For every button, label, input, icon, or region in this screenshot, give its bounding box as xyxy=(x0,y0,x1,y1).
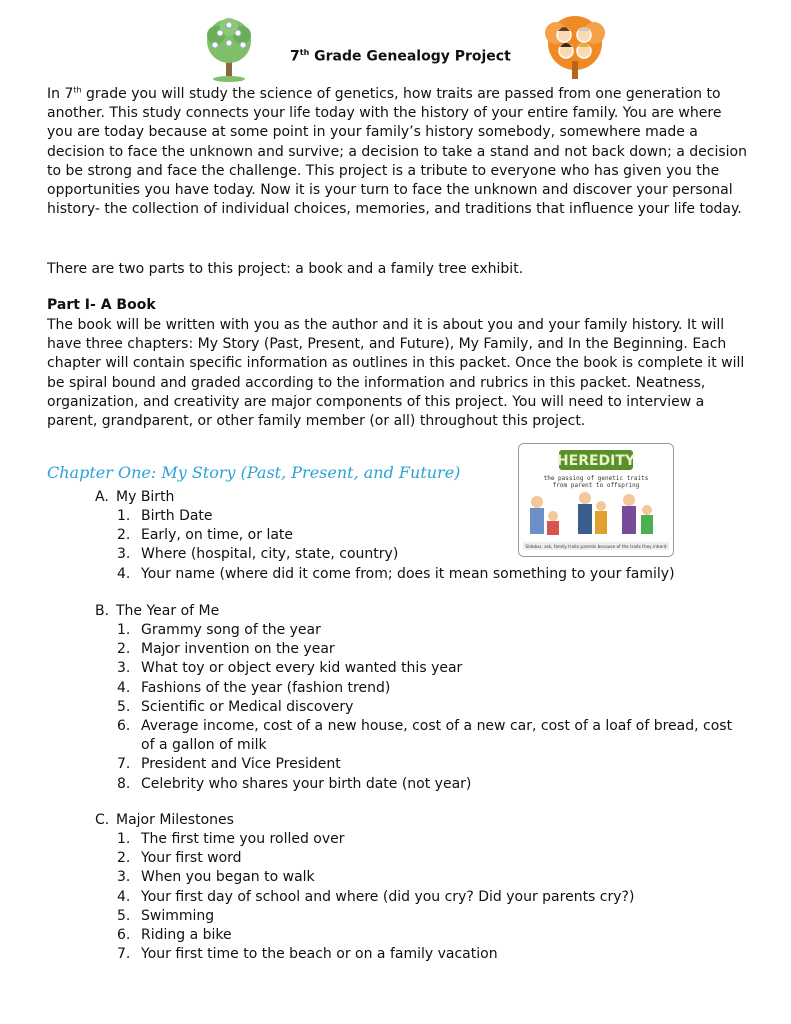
list-item: 5. Scientific or Medical discovery xyxy=(117,698,354,715)
list-item: 8. Celebrity who shares your birth date (not year) xyxy=(117,775,472,792)
list-item: 3. What toy or object every kid wanted this year xyxy=(117,660,463,677)
list-item: 4. Fashions of the year (fashion trend) xyxy=(117,679,391,696)
page-title: 7th Grade Genealogy Project xyxy=(290,48,511,65)
section-b-heading: B. The Year of Me xyxy=(95,603,220,619)
intro-paragraph: In 7th grade you will study the science of genetics, how traits are passed from one generation to another. This study connects your life today with the history of your entire family. You are where you are today because at some point in your family’s history somebody, somewhere made a decision to face the unknown and survive; a decision to take a stand and not back down; a decision to be strong and face the challenge. This project is a tribute to everyone who has given you the opportunities you have today. Now it is your turn to face the unknown and discover your personal history- the collection of individual choices, memories, and traditions that influence your life today. xyxy=(47,85,747,218)
list-item: 7. Your first time to the beach or on a family vacation xyxy=(117,946,498,963)
section-a-list xyxy=(117,507,747,584)
section-a-heading: A. My Birth xyxy=(95,489,175,505)
section-c-heading: C. Major Milestones xyxy=(95,812,234,828)
list-item: 6. Riding a bike xyxy=(117,927,232,944)
chapter-one-heading: Chapter One: My Story (Past, Present, and Future) xyxy=(47,463,461,482)
family-tree-icon xyxy=(200,15,258,83)
svg-text:from parent to offspring: from parent to offspring xyxy=(552,482,640,489)
intro-parts-paragraph: There are two parts to this project: a book and a family tree exhibit. xyxy=(47,261,524,277)
section-c-list xyxy=(117,830,747,964)
section-b-list xyxy=(117,621,747,794)
list-item: 1. Grammy song of the year xyxy=(117,622,321,638)
list-item: 2. Major invention on the year xyxy=(117,641,335,658)
list-item: 1. Birth Date xyxy=(117,508,213,524)
list-item: 7. President and Vice President xyxy=(117,756,341,773)
list-item: 4. Your name (where did it come from; does it mean something to your family) xyxy=(117,565,675,582)
list-item: 4. Your first day of school and where (did you cry? Did your parents cry?) xyxy=(117,888,635,905)
list-item: 2. Your first word xyxy=(117,850,242,867)
part-one-body: The book will be written with you as the author and it is about you and your family history. It will have three chapters: My Story (Past, Present, and Future), My Family, and In the Beginning. Each chapter will contain specific information as outlines in this packet. Once the book is complete it will be spiral bound and graded according to the information and rubrics in this packet. Neatness, organization, and creativity are major components of this project. You will need to interview a parent, grandparent, or other family member (or all) throughout this project. xyxy=(47,317,745,430)
svg-text:the passing of genetic traits: the passing of genetic traits xyxy=(543,475,649,482)
list-item: 6. Average income, cost of a new house, cost of a new car, cost of a loaf of bread, cost of a gallon of milk xyxy=(117,718,733,754)
list-item: 1. The first time you rolled over xyxy=(117,831,345,847)
list-item: 5. Swimming xyxy=(117,907,215,924)
part-one-heading: Part I- A Book xyxy=(47,297,156,313)
family-faces-tree-icon xyxy=(542,15,608,81)
heredity-title: HEREDITY xyxy=(556,453,636,469)
list-item: 3. When you began to walk xyxy=(117,869,315,886)
heredity-caption: Sidebar, ask, family traits parents because of the traits they inherit xyxy=(525,544,667,549)
list-item: 3. Where (hospital, city, state, country) xyxy=(117,546,399,563)
list-item: 2. Early, on time, or late xyxy=(117,527,294,544)
